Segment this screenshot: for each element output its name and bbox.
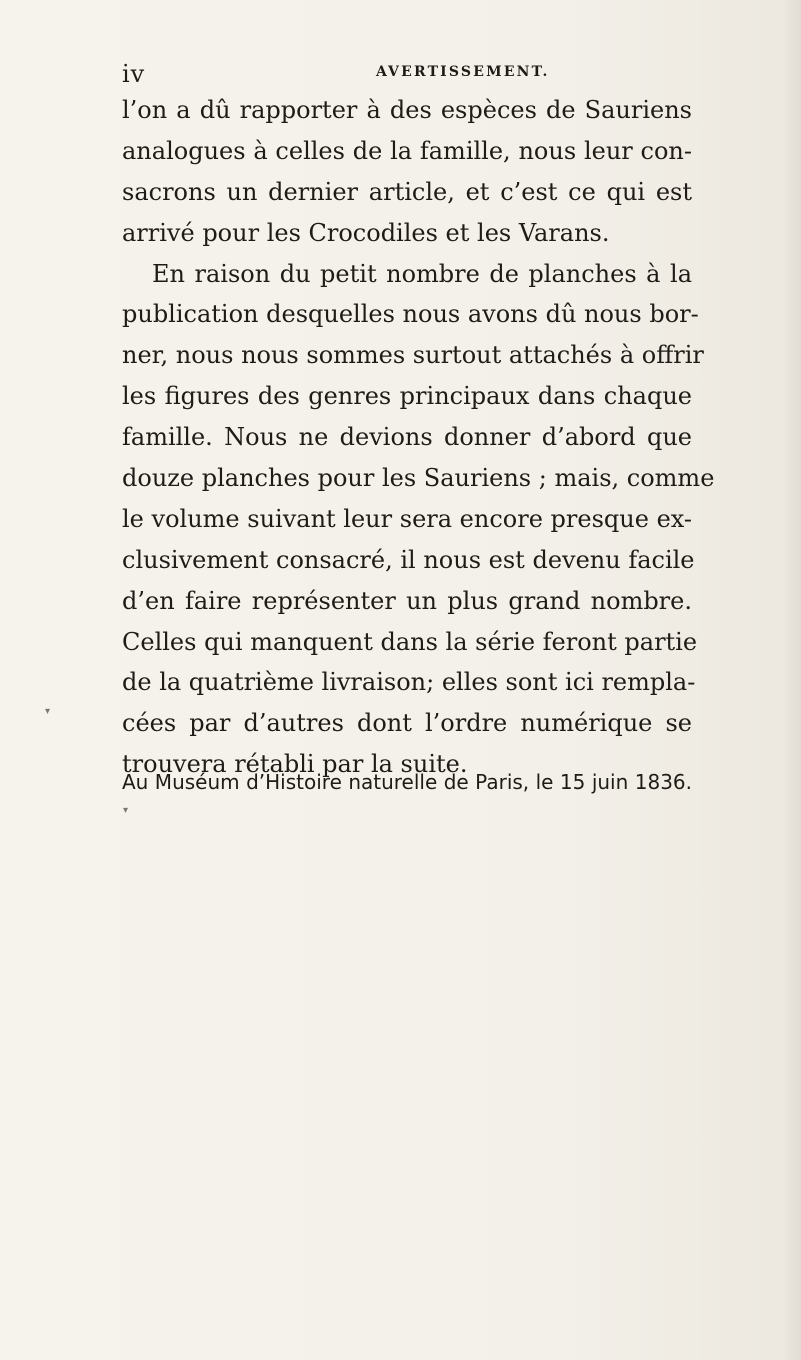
text-line-2: analogues à celles de la famille, nous leur con- [122, 136, 692, 165]
print-mark-left: ▾ [45, 706, 51, 717]
text-line-11: le volume suivant leur sera encore presque ex- [122, 504, 692, 533]
signature-line: Au Muséum d’Histoire naturelle de Paris, le 15 juin 1836. [122, 770, 692, 794]
text-line-13: d’en faire représenter un plus grand nombre. [122, 586, 692, 615]
text-line-15: de la quatrième livraison; elles sont ici rempla- [122, 668, 696, 697]
page-number: iv [122, 60, 146, 88]
text-line-14: Celles qui manquent dans la série feront partie [122, 627, 698, 656]
text-line-8: les figures des genres principaux dans chaque [122, 382, 692, 411]
text-line-9: famille. Nous ne devions donner d’abord que [122, 423, 692, 452]
text-line-3: sacrons un dernier article, et c’est ce qui est [122, 177, 692, 206]
text-line-10: douze planches pour les Sauriens ; mais, comme [122, 464, 715, 493]
text-line-16: cées par d’autres dont l’ordre numérique se [122, 709, 692, 738]
running-head: AVERTISSEMENT. [376, 64, 550, 80]
text-line-17: trouvera rétabli par la suite. [122, 750, 468, 779]
text-line-1: l’on a dû rapporter à des espèces de Sauriens [122, 96, 692, 124]
main-text-block [122, 90, 715, 785]
text-line-6: publication desquelles nous avons dû nous bor- [122, 300, 699, 329]
page-header [122, 60, 692, 90]
text-line-7: ner, nous nous sommes surtout attachés à offrir [122, 341, 704, 370]
page-edge-shadow [783, 0, 801, 1360]
text-line-5: En raison du petit nombre de planches à la [152, 259, 692, 288]
print-mark-lower-left: ▾ [123, 805, 129, 816]
text-line-4: arrivé pour les Crocodiles et les Varans. [122, 218, 610, 247]
text-line-12: clusivement consacré, il nous est devenu facile [122, 545, 695, 574]
